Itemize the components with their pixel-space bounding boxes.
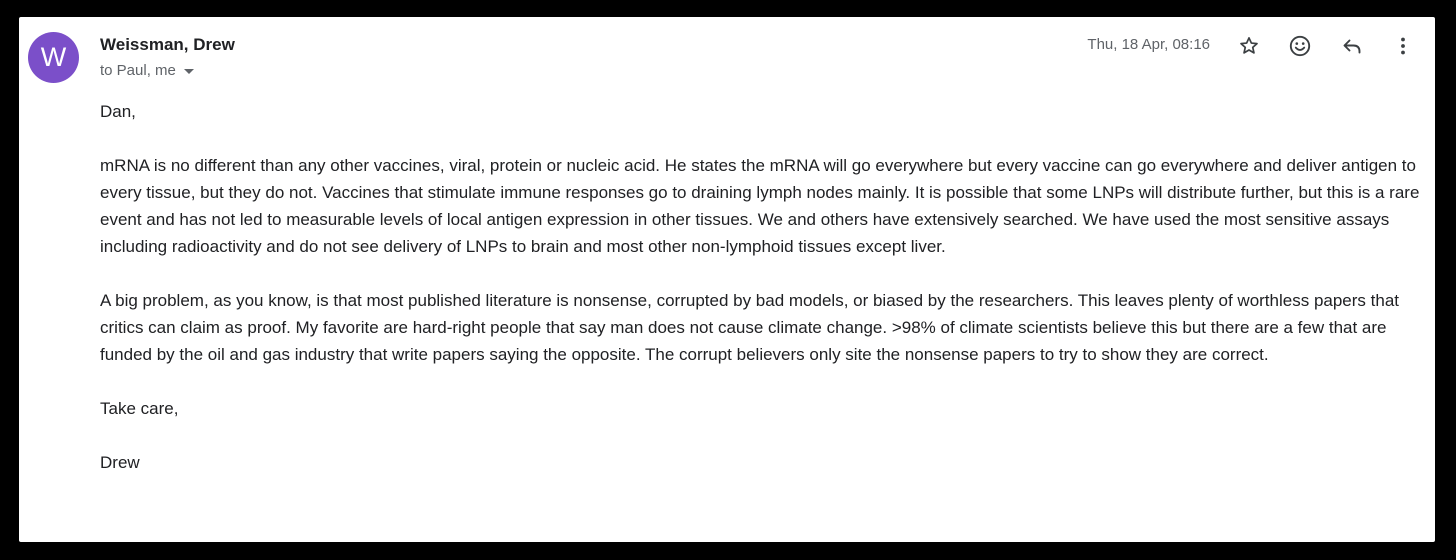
chevron-down-icon[interactable] — [184, 69, 194, 74]
signature: Drew — [100, 453, 140, 472]
message-date: Thu, 18 Apr, 08:16 — [1087, 36, 1210, 53]
greeting: Dan, — [100, 102, 136, 121]
body-paragraph-2: A big problem, as you know, is that most published literature is nonsense, corrupted by bad models, or biased by the researchers. This leaves plenty of worthless papers that critics can claim as proof. My favorite are hard-right people that say man does not cause climate change. >98% of climate scientists believe this but there are a few that are funded by the oil and gas industry that write papers saying the opposite. The corrupt believers only site the nonsense papers to try to show they are correct. — [100, 291, 1399, 364]
more-vert-icon[interactable] — [1390, 33, 1416, 59]
sender-avatar[interactable] — [28, 32, 79, 83]
sender-name[interactable]: Weissman, Drew — [100, 35, 235, 54]
reply-icon[interactable] — [1339, 33, 1365, 59]
recipients-label: to Paul, me — [100, 62, 176, 79]
email-message-card — [19, 17, 1435, 542]
body-paragraph-1: mRNA is no different than any other vaccines, viral, protein or nucleic acid. He states the mRNA will go everywhere but every vaccine can go everywhere and deliver antigen to every tissue, but they do not. Vaccines that stimulate immune responses go to draining lymph nodes mainly. It is possible that some LNPs will distribute further, but this is a rare event and has not led to measurable levels of local antigen expression in other tissues. We and others have extensively searched. We have used the most sensitive assays including radioactivity and do not see delivery of LNPs to brain and most other non-lymphoid tissues except liver. — [100, 156, 1420, 256]
avatar-initial: W — [40, 42, 67, 72]
emoji-icon[interactable] — [1287, 33, 1313, 59]
closing: Take care, — [100, 399, 179, 418]
recipients-toggle[interactable] — [100, 62, 194, 79]
message-body — [100, 98, 1420, 476]
star-icon[interactable] — [1236, 33, 1262, 59]
